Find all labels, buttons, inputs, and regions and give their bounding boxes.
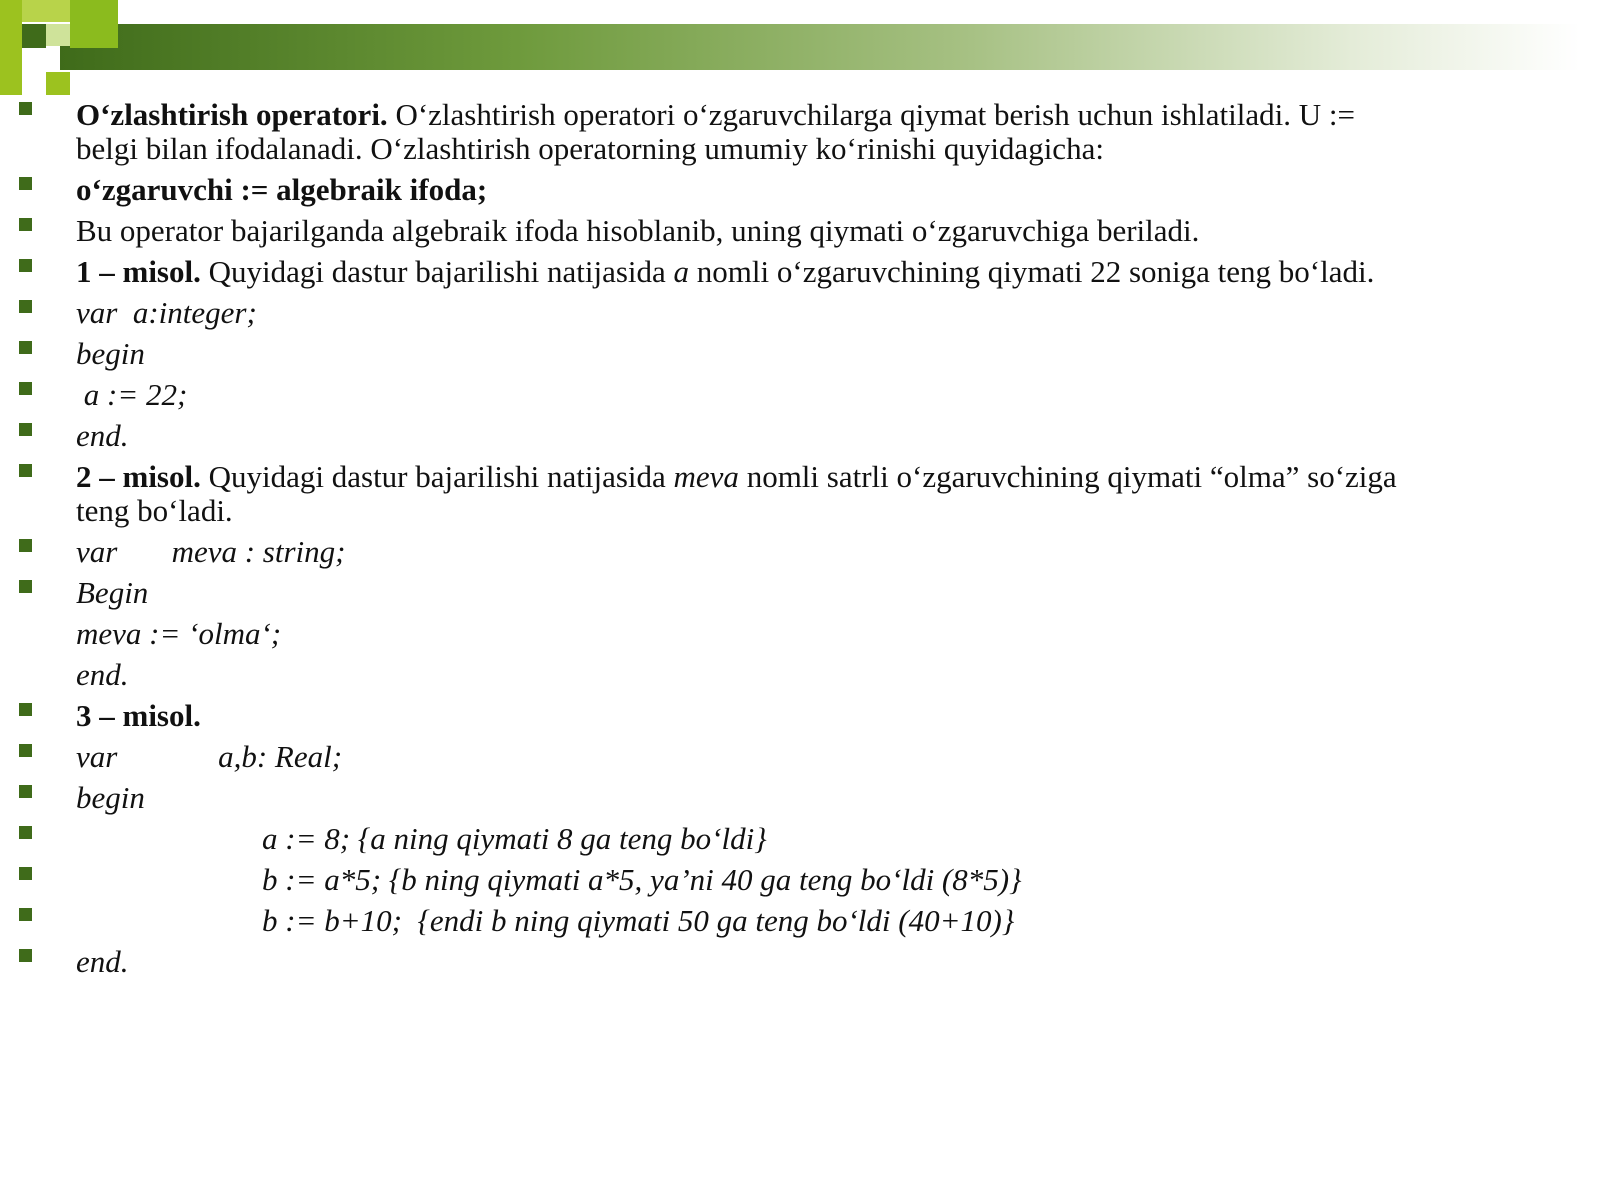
example-heading: 3 – misol.	[76, 698, 201, 733]
code-text: a := 22;	[76, 377, 188, 412]
bullet-icon	[19, 259, 32, 272]
bullet-icon	[19, 539, 32, 552]
code-line	[0, 617, 1600, 651]
bullet-icon	[19, 102, 32, 115]
bullet-icon	[19, 423, 32, 436]
code-text: begin	[76, 780, 145, 815]
bullet-icon	[19, 908, 32, 921]
paragraph-text: nomli satrli o‘zgaruvchining qiymati “olma” so‘ziga teng bo‘ladi.	[76, 459, 1397, 528]
code-line	[0, 658, 1600, 692]
bullet-icon	[19, 703, 32, 716]
code-text: end.	[76, 657, 129, 692]
corner-square-lime	[22, 0, 70, 22]
code-line	[0, 945, 1600, 979]
corner-square-lime	[70, 0, 118, 48]
paragraph-text: Quyidagi dastur bajarilishi natijasida	[200, 459, 674, 494]
code-text: Begin	[76, 575, 149, 610]
term-heading: O‘zlashtirish operatori.	[76, 97, 388, 132]
bullet-item	[0, 255, 1600, 289]
bullet-icon	[19, 218, 32, 231]
paragraph-text: Bu operator bajarilganda algebraik ifoda hisoblanib, uning qiymati o‘zgaruvchiga beriladi.	[76, 213, 1200, 248]
code-line	[0, 740, 1600, 774]
code-text: b := a*5; {b ning qiymati a*5, ya’ni 40 ga teng bo‘ldi (8*5)}	[262, 862, 1022, 897]
corner-square-lime	[46, 72, 70, 95]
corner-square-dark	[22, 24, 46, 48]
code-line	[0, 535, 1600, 569]
bullet-icon	[19, 826, 32, 839]
code-text: a := 8; {a ning qiymati 8 ga teng bo‘ldi}	[262, 821, 767, 856]
corner-square-light	[46, 24, 70, 46]
code-line	[0, 378, 1600, 412]
bullet-icon	[19, 177, 32, 190]
bullet-icon	[19, 341, 32, 354]
header-gradient-bar	[60, 24, 1580, 70]
code-line	[0, 337, 1600, 371]
code-text: var a,b: Real;	[76, 739, 343, 774]
bullet-item	[0, 214, 1600, 248]
code-line	[0, 904, 1600, 938]
bullet-icon	[19, 580, 32, 593]
corner-square-lime	[0, 0, 22, 95]
code-text: end.	[76, 418, 129, 453]
paragraph-text: O‘zlashtirish operatori o‘zgaruvchilarga qiymat berish uchun ishlatiladi. U := belgi bilan ifodalanadi. O‘zlashtirish operatorning umumiy ko‘rinishi quyidagicha:	[76, 97, 1355, 166]
syntax-line: o‘zgaruvchi := algebraik ifoda;	[76, 172, 488, 207]
bullet-item	[0, 699, 1600, 733]
bullet-icon	[19, 744, 32, 757]
code-line	[0, 781, 1600, 815]
code-line	[0, 822, 1600, 856]
code-text: begin	[76, 336, 145, 371]
code-text: var meva : string;	[76, 534, 346, 569]
code-line	[0, 863, 1600, 897]
code-line	[0, 296, 1600, 330]
code-text: end.	[76, 944, 129, 979]
code-line	[0, 576, 1600, 610]
bullet-icon	[19, 867, 32, 880]
variable-name: a	[673, 254, 690, 289]
variable-name: meva	[673, 459, 739, 494]
bullet-item	[0, 173, 1600, 207]
bullet-item	[0, 98, 1600, 166]
code-text: b := b+10; {endi b ning qiymati 50 ga teng bo‘ldi (40+10)}	[262, 903, 1015, 938]
example-heading: 2 – misol.	[76, 459, 201, 494]
bullet-item	[0, 460, 1600, 528]
bullet-icon	[19, 464, 32, 477]
paragraph-text: nomli o‘zgaruvchining qiymati 22 soniga teng bo‘ladi.	[689, 254, 1375, 289]
slide-content	[0, 98, 1600, 986]
bullet-icon	[19, 949, 32, 962]
bullet-icon	[19, 300, 32, 313]
bullet-icon	[19, 382, 32, 395]
code-text: var a:integer;	[76, 295, 257, 330]
example-heading: 1 – misol.	[76, 254, 201, 289]
code-line	[0, 419, 1600, 453]
paragraph-text: Quyidagi dastur bajarilishi natijasida	[200, 254, 674, 289]
bullet-icon	[19, 785, 32, 798]
code-text: meva := ‘olma‘;	[76, 616, 282, 651]
